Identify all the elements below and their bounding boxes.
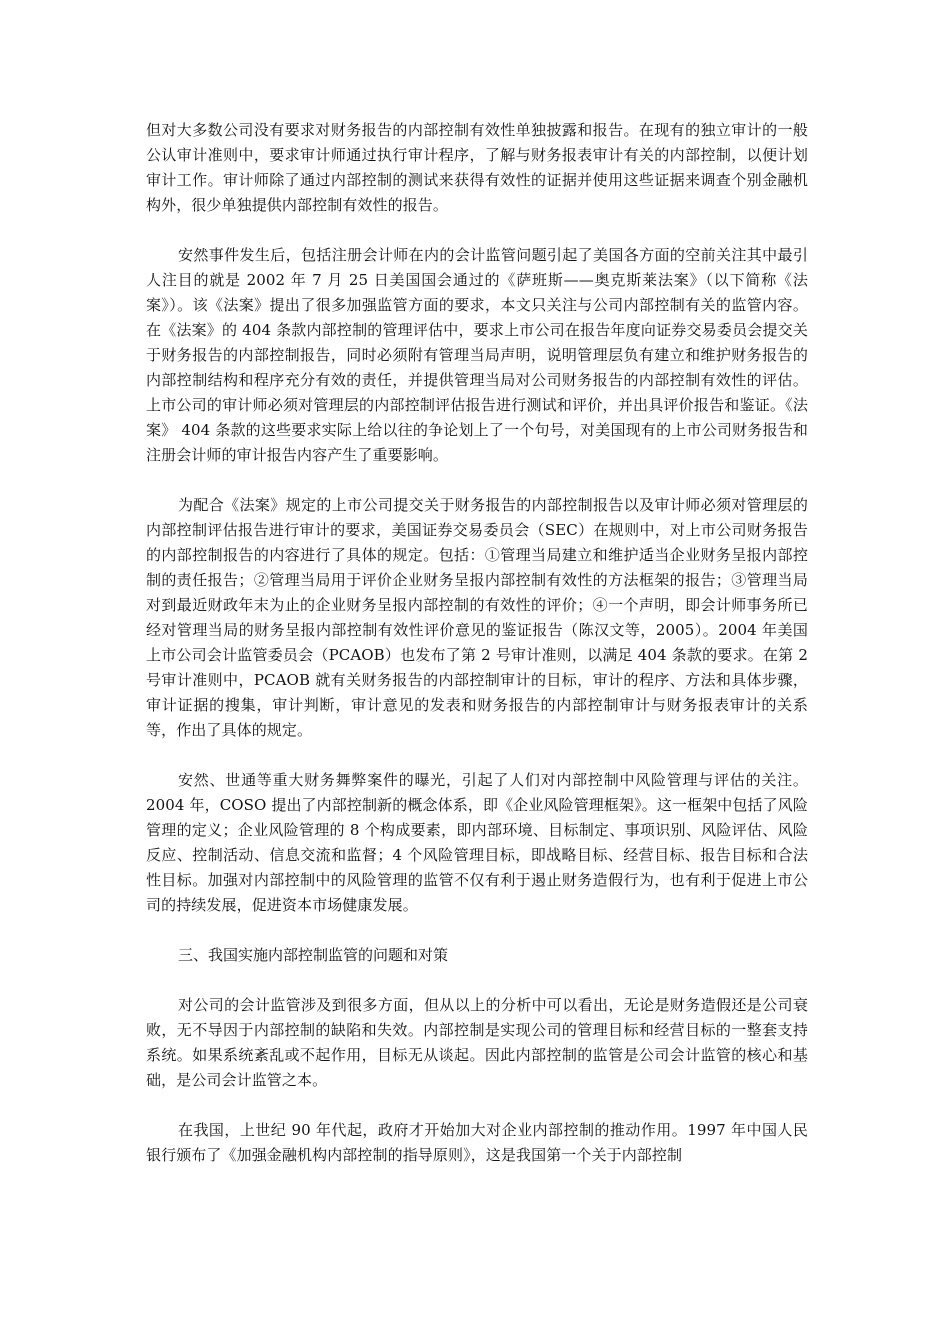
paragraph-gap [146,918,808,943]
paragraph-1: 但对大多数公司没有要求对财务报告的内部控制有效性单独披露和报告。在现有的独立审计的一般公认审计准则中，要求审计师通过执行审计程序，了解与财务报表审计有关的内部控制，以便计划审计工作。审计师除了通过内部控制的测试来获得有效性的证据并使用这些证据来调查个别金融机构外，很少单独提供内部控制有效性的报告。 [146,121,808,214]
paragraph-2: 安然事件发生后，包括注册会计师在内的会计监管问题引起了美国各方面的空前关注其中最引人注目的就是 2002 年 7 月 25 日美国国会通过的《萨班斯——奥克斯莱法案》（以下简称《法案》）。该《法案》提出了很多加强监管方面的要求，本文只关注与公司内部控制有关的监管内容。在《法案》的 404 条款内部控制的管理评估中，要求上市公司在报告年度向证券交易委员会提交关于财务报告的内部控制报告，同时必须附有管理当局声明，说明管理层负有建立和维护财务报告的内部控制结构和程序充分有效的责任，并提供管理当局对公司财务报告的内部控制有效性的评估。上市公司的审计师必须对管理层的内部控制评估报告进行测试和评价，并出具评价报告和鉴证。《法案》 404 条款的这些要求实际上给以往的争论划上了一个句号，对美国现有的上市公司财务报告和注册会计师的审计报告内容产生了重要影响。 [146,246,808,464]
document-page [146,118,808,1168]
paragraph-4: 安然、世通等重大财务舞弊案件的曝光，引起了人们对内部控制中风险管理与评估的关注。2004 年，COSO 提出了内部控制新的概念体系，即《企业风险管理框架》。这一框架中包括了风险管理的定义；企业风险管理的 8 个构成要素，即内部环境、目标制定、事项识别、风险评估、风险反应、控制活动、信息交流和监督；4 个风险管理目标，即战略目标、经营目标、报告目标和合法性目标。加强对内部控制中的风险管理的监管不仅有利于遏止财务造假行为，也有利于促进上市公司的持续发展，促进资本市场健康发展。 [146,771,808,914]
paragraph-5: 对公司的会计监管涉及到很多方面，但从以上的分析中可以看出，无论是财务造假还是公司衰败，无不导因于内部控制的缺陷和失效。内部控制是实现公司的管理目标和经营目标的一整套支持系统。如果系统紊乱或不起作用，目标无从谈起。因此内部控制的监管是公司会计监管的核心和基础，是公司会计监管之本。 [146,996,808,1089]
paragraph-gap [146,218,808,243]
paragraph-gap [146,468,808,493]
paragraph-gap [146,968,808,993]
paragraph-gap [146,1093,808,1118]
paragraph-3: 为配合《法案》规定的上市公司提交关于财务报告的内部控制报告以及审计师必须对管理层的内部控制评估报告进行审计的要求，美国证券交易委员会（SEC）在规则中，对上市公司财务报告的内部控制报告的内容进行了具体的规定。包括：①管理当局建立和维护适当企业财务呈报内部控制的责任报告；②管理当局用于评价企业财务呈报内部控制有效性的方法框架的报告；③管理当局对到最近财政年末为止的企业财务呈报内部控制的有效性的评价；④一个声明，即会计师事务所已经对管理当局的财务呈报内部控制有效性评价意见的鉴证报告（陈汉文等，2005）。2004 年美国上市公司会计监管委员会（PCAOB）也发布了第 2 号审计准则，以满足 404 条款的要求。在第 2 号审计准则中，PCAOB 就有关财务报告的内部控制审计的目标，审计的程序、方法和具体步骤，审计证据的搜集，审计判断，审计意见的发表和财务报告的内部控制审计与财务报表审计的关系等，作出了具体的规定。 [146,496,808,739]
section-heading: 三、我国实施内部控制监管的问题和对策 [178,946,449,964]
paragraph-6: 在我国，上世纪 90 年代起，政府才开始加大对企业内部控制的推动作用。1997 年中国人民银行颁布了《加强金融机构内部控制的指导原则》，这是我国第一个关于内部控制 [146,1121,808,1164]
paragraph-gap [146,743,808,768]
